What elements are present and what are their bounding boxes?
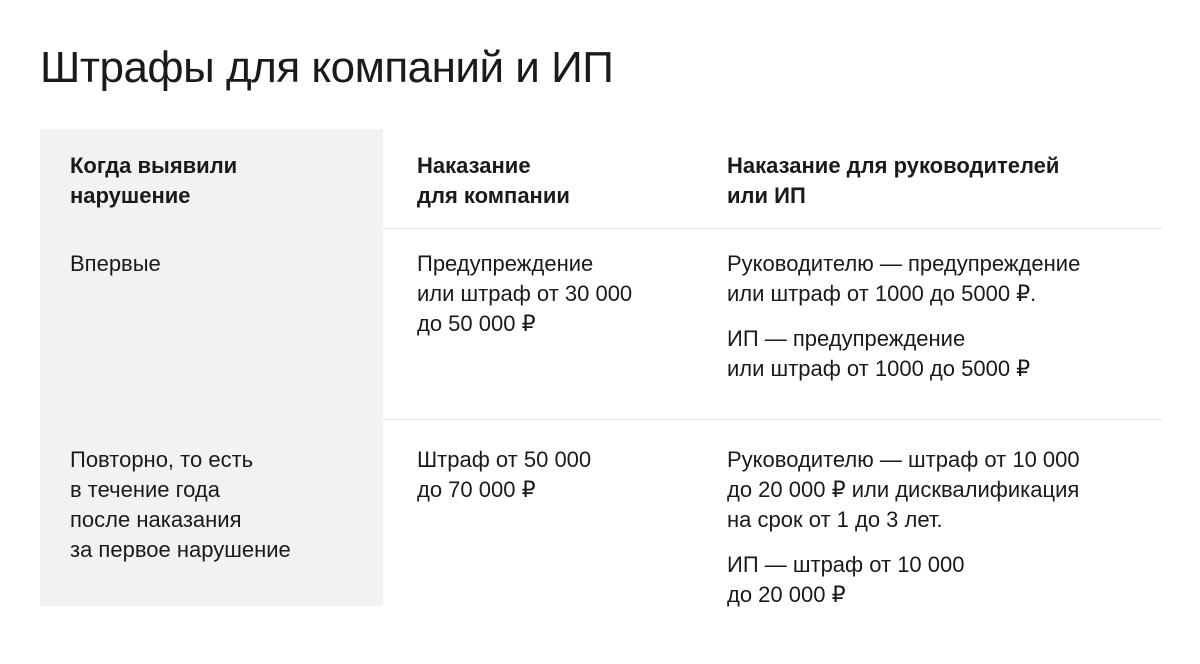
row-divider [383, 419, 1162, 420]
header-company-penalty [417, 151, 707, 211]
header-manager-penalty [727, 151, 1167, 211]
row-repeat-ip-penalty: ИП — штраф от 10 000 до 20 000 ₽ [727, 552, 965, 607]
row-repeat-company [417, 445, 707, 505]
header-when-detected-label: Когда выявили нарушение [70, 153, 238, 208]
row-first-manager-penalty: Руководителю — предупреждение или штраф от 1000 до 5000 ₽. [727, 251, 1081, 306]
row-first-when [70, 249, 370, 279]
header-manager-penalty-label: Наказание для руководителей или ИП [727, 153, 1060, 208]
row-divider [383, 228, 1162, 229]
row-repeat-when [70, 445, 370, 565]
row-first-when-text: Впервые [70, 251, 161, 276]
row-first-company-text: Предупреждение или штраф от 30 000 до 50 000 ₽ [417, 251, 633, 336]
row-repeat-when-text: Повторно, то есть в течение года после наказания за первое нарушение [70, 447, 291, 562]
header-company-penalty-label: Наказание для компании [417, 153, 570, 208]
row-first-managers [727, 249, 1167, 384]
page-title: Штрафы для компаний и ИП [40, 43, 614, 92]
header-when-detected [70, 151, 370, 211]
row-first-company [417, 249, 707, 339]
row-first-ip-penalty: ИП — предупреждение или штраф от 1000 до 5000 ₽ [727, 326, 1031, 381]
row-repeat-managers [727, 445, 1167, 610]
row-repeat-company-text: Штраф от 50 000 до 70 000 ₽ [417, 447, 592, 502]
row-repeat-manager-penalty: Руководителю — штраф от 10 000 до 20 000 ₽ или дисквалификация на срок от 1 до 3 лет. [727, 447, 1080, 532]
